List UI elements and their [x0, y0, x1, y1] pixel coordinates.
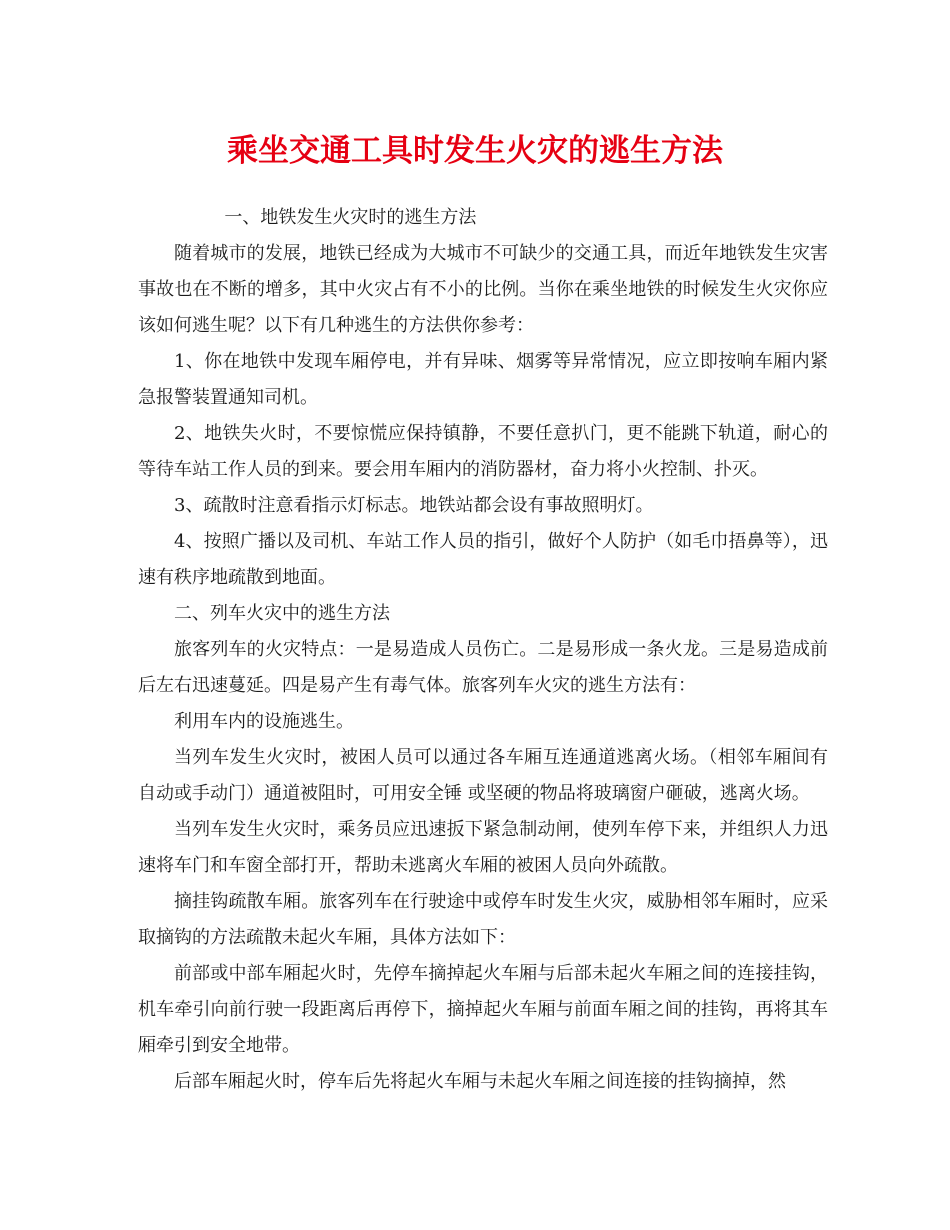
- paragraph-train-brake: 当列车发生火灾时，乘务员应迅速扳下紧急制动闸，使列车停下来，并组织人力迅速将车门和车窗全部打开，帮助未逃离火车厢的被困人员向外疏散。: [138, 819, 828, 876]
- document-body: [138, 200, 828, 1100]
- document-title: 乘坐交通工具时发生火灾的逃生方法: [227, 133, 723, 169]
- paragraph-train-passage: 当列车发生火灾时，被困人员可以通过各车厢互连通道逃离火场。（相邻车厢间有自动或手动门）通道被阻时，可用安全锤 或坚硬的物品将玻璃窗户砸破，逃离火场。: [138, 747, 828, 804]
- paragraph-train-front-fire: 前部或中部车厢起火时，先停车摘掉起火车厢与后部未起火车厢之间的连接挂钩，机车牵引向前行驶一段距离后再停下，摘掉起火车厢与前面车厢之间的挂钩，再将其车厢牵引到安全地带。: [138, 963, 828, 1056]
- paragraph-train-rear-fire: 后部车厢起火时，停车后先将起火车厢与未起火车厢之间连接的挂钩摘掉，然: [174, 1071, 786, 1092]
- paragraph-subway-intro: 随着城市的发展，地铁已经成为大城市不可缺少的交通工具，而近年地铁发生灾害事故也在不断的增多，其中火灾占有不小的比例。当你在乘坐地铁的时候发生火灾你应该如何逃生呢？以下有几种逃生的方法供你参考：: [138, 243, 828, 336]
- section-heading-subway: 一、地铁发生火灾时的逃生方法: [224, 207, 477, 228]
- paragraph-subway-tip-1: 1、你在地铁中发现车厢停电，并有异味、烟雾等异常情况，应立即按响车厢内紧急报警装置通知司机。: [138, 351, 828, 408]
- paragraph-subway-tip-2: 2、地铁失火时，不要惊慌应保持镇静，不要任意扒门，更不能跳下轨道，耐心的等待车站工作人员的到来。要会用车厢内的消防器材，奋力将小火控制、扑灭。: [138, 423, 828, 480]
- section-heading-train: 二、列车火灾中的逃生方法: [174, 603, 390, 624]
- paragraph-train-features: 旅客列车的火灾特点：一是易造成人员伤亡。二是易形成一条火龙。三是易造成前后左右迅速蔓延。四是易产生有毒气体。旅客列车火灾的逃生方法有：: [138, 639, 828, 696]
- paragraph-subway-tip-4: 4、按照广播以及司机、车站工作人员的指引，做好个人防护（如毛巾捂鼻等），迅速有秩序地疏散到地面。: [138, 531, 828, 588]
- paragraph-subway-tip-3: 3、疏散时注意看指示灯标志。地铁站都会设有事故照明灯。: [174, 495, 654, 516]
- paragraph-train-uncouple: 摘挂钩疏散车厢。旅客列车在行驶途中或停车时发生火灾，威胁相邻车厢时，应采取摘钩的方法疏散未起火车厢，具体方法如下：: [138, 891, 828, 948]
- paragraph-train-facilities: 利用车内的设施逃生。: [174, 711, 354, 732]
